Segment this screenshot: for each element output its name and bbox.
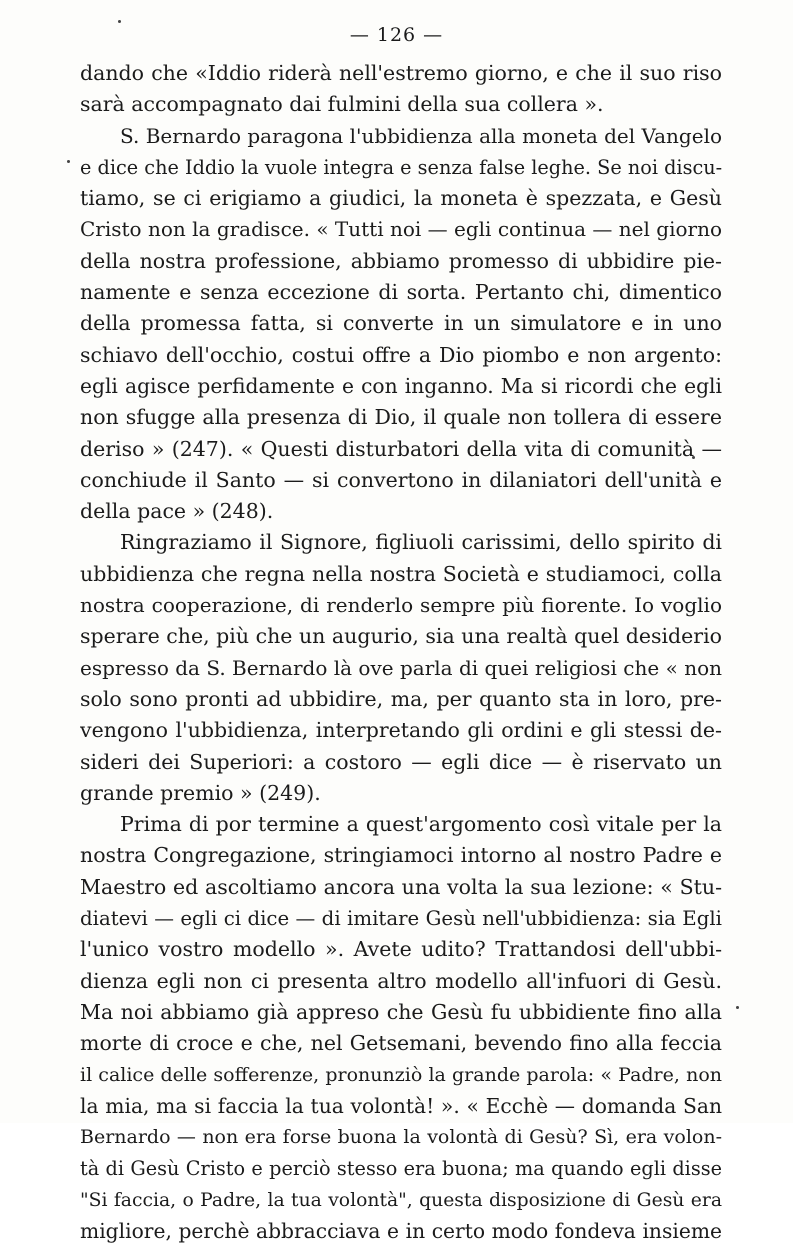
text-line: schiavo dell'occhio, costui offre a Dio piombo e non argento: [80,342,722,367]
ink-speck [67,160,70,163]
text-line: Ringraziamo il Signore, figliuoli carissimi, dello spirito di [120,530,722,555]
text-line: ubbidienza che regna nella nostra Società e studiamoci, colla [80,561,722,586]
text-line: migliore, perchè abbracciava e in certo modo fondeva insieme [80,1218,722,1243]
text-line: grande premio » (249). [80,780,321,805]
text-line: la mia, ma si faccia la tua volontà! ». « Ecchè — domanda San [80,1093,722,1118]
text-line: namente e senza eccezione di sorta. Pertanto chi, dimentico [80,280,722,305]
text-line: espresso da S. Bernardo là ove parla di quei religiosi che « non [80,655,722,680]
text-line: sideri dei Superiori: a costoro — egli dice — è riservato un [80,749,722,774]
text-line: tà di Gesù Cristo e perciò stesso era buona; ma quando egli disse [80,1157,722,1181]
text-line: dienza egli non ci presenta altro modello all'infuori di Gesù. [80,968,722,993]
body-text [80,58,722,1247]
text-line: sarà accompagnato dai fulmini della sua collera ». [80,92,604,117]
text-line: S. Bernardo paragona l'ubbidienza alla moneta del Vangelo [120,123,722,148]
text-line: l'unico vostro modello ». Avete udito? Trattandosi dell'ubbi- [80,937,722,962]
text-line: solo sono pronti ad ubbidire, ma, per quanto sta in loro, pre- [80,686,722,711]
text-line: dando che «Iddio riderà nell'estremo giorno, e che il suo riso [80,61,722,85]
text-line: Bernardo — non era forse buona la volontà di Gesù? Sì, era volon- [80,1126,722,1149]
ink-speck [736,1006,739,1009]
text-line: Ma noi abbiamo già appreso che Gesù fu ubbidiente fino alla [80,999,722,1024]
text-line: nostra cooperazione, di renderlo sempre più fiorente. Io voglio [80,593,722,618]
text-line: della pace » (248). [80,499,274,524]
text-line: nostra Congregazione, stringiamoci intorno al nostro Padre e [80,843,722,868]
text-line: sperare che, più che un augurio, sia una realtà quel desiderio [80,624,722,649]
text-line: della promessa fatta, si converte in un simulatore e in uno [80,311,722,336]
text-line: Prima di por termine a quest'argomento così vitale per la [120,812,722,837]
text-line: diatevi — egli ci dice — di imitare Gesù nell'ubbidienza: sia Egli [80,907,722,931]
text-line: e dice che Iddio la vuole integra e senza false leghe. Se noi discu- [80,155,722,179]
page-number: — 126 — [349,24,444,46]
text-line: il calice delle sofferenze, pronunziò la grande parola: « Padre, non [80,1063,722,1086]
text-line: morte di croce e che, nel Getsemani, bevendo fino alla feccia [80,1031,722,1056]
text-line: della nostra professione, abbiamo promesso di ubbidire pie- [80,248,722,273]
text-line: conchiude il Santo — si convertono in dilaniatori dell'unità e [80,467,722,492]
ink-speck [118,20,121,23]
text-line: egli agisce perfidamente e con inganno. Ma si ricordi che egli [80,373,722,398]
text-line: "Si faccia, o Padre, la tua volontà", questa disposizione di Gesù era [80,1189,722,1211]
text-line: non sfugge alla presenza di Dio, il quale non tollera di essere [80,405,722,430]
text-line: Cristo non la gradisce. « Tutti noi — egli continua — nel giorno [80,217,722,242]
text-line: Maestro ed ascoltiamo ancora una volta la sua lezione: « Stu- [80,874,722,899]
text-line: deriso » (247). « Questi disturbatori della vita di comunità — [80,436,722,461]
text-line: vengono l'ubbidienza, interpretando gli ordini e gli stessi de- [80,718,722,743]
text-line: tiamo, se ci erigiamo a giudici, la moneta è spezzata, e Gesù [80,186,722,211]
